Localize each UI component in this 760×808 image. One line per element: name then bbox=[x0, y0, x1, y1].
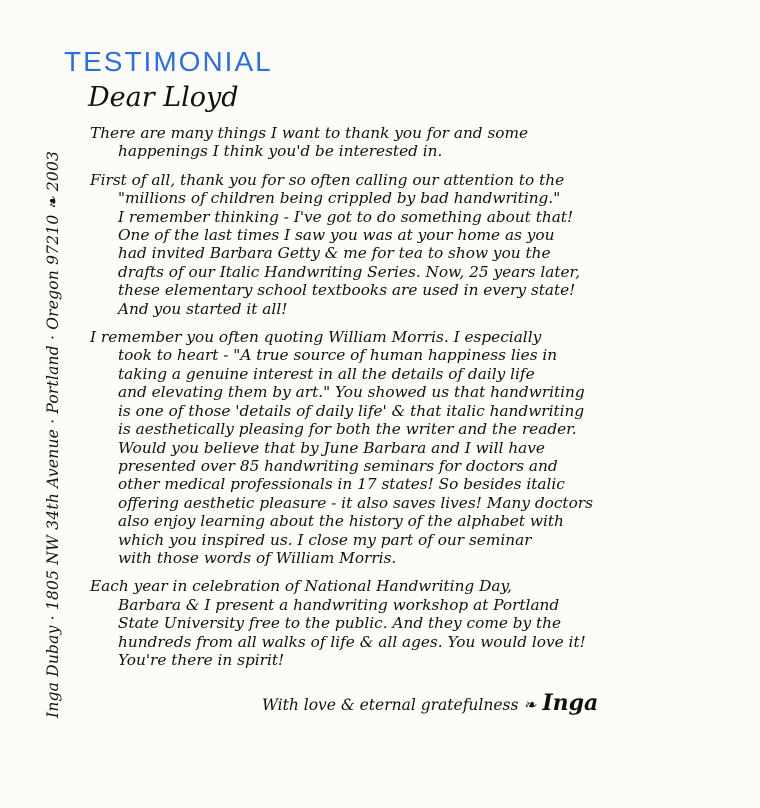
letter-line: is one of those 'details of daily life' & that italic handwriting bbox=[118, 401, 585, 420]
letter-line: with those words of William Morris. bbox=[118, 548, 397, 567]
letter-line: taking a genuine interest in all the details of daily life bbox=[118, 364, 535, 383]
letter-body bbox=[90, 124, 700, 679]
closing-text: With love & eternal gratefulness ❧ bbox=[262, 696, 537, 714]
letter-line: State University free to the public. And they come by the bbox=[118, 614, 562, 633]
paragraph bbox=[90, 577, 700, 669]
letter-line: is aesthetically pleasing for both the writer and the reader. bbox=[118, 420, 577, 439]
letter-line: which you inspired us. I close my part of our seminar bbox=[118, 530, 532, 549]
letter-line: I remember you often quoting William Morris. I especially bbox=[90, 328, 542, 347]
letter-line: Barbara & I present a handwriting workshop at Portland bbox=[118, 595, 560, 614]
letter-line: hundreds from all walks of life & all ages. You would love it! bbox=[118, 632, 586, 651]
closing-line bbox=[262, 690, 598, 716]
letter-line: Would you believe that by June Barbara and I will have bbox=[118, 438, 545, 457]
letter-line: One of the last times I saw you was at your home as you bbox=[118, 226, 555, 245]
letter-line: happenings I think you'd be interested in. bbox=[118, 142, 443, 161]
letter-line: I remember thinking - I've got to do something about that! bbox=[118, 207, 574, 226]
paragraph bbox=[90, 328, 700, 567]
letter-line: And you started it all! bbox=[118, 299, 288, 318]
letter-line: First of all, thank you for so often calling our attention to the bbox=[90, 170, 565, 189]
letter-line: took to heart - "A true source of human happiness lies in bbox=[118, 346, 558, 365]
letter-line: had invited Barbara Getty & me for tea to show you the bbox=[118, 244, 551, 263]
letter-line: presented over 85 handwriting seminars for doctors and bbox=[118, 456, 558, 475]
letter-line: offering aesthetic pleasure - it also saves lives! Many doctors bbox=[118, 493, 593, 512]
page-heading: TESTIMONIAL bbox=[64, 46, 273, 77]
letter-line: and elevating them by art." You showed us that handwriting bbox=[118, 383, 585, 402]
letter-line: these elementary school textbooks are used in every state! bbox=[118, 281, 576, 300]
letter-line: Each year in celebration of National Handwriting Day, bbox=[90, 577, 512, 596]
signature: Inga bbox=[542, 690, 599, 716]
letter-line: other medical professionals in 17 states! So besides italic bbox=[118, 475, 565, 494]
letter-line: "millions of children being crippled by bad handwriting." bbox=[118, 189, 561, 208]
salutation: Dear Lloyd bbox=[88, 82, 239, 113]
sidebar-address: Inga Dubay · 1805 NW 34th Avenue · Portland · Oregon 97210 ❧ 2003 bbox=[44, 150, 62, 718]
paragraph bbox=[90, 124, 700, 161]
letter-line: drafts of our Italic Handwriting Series. Now, 25 years later, bbox=[118, 262, 581, 281]
letter-line: also enjoy learning about the history of the alphabet with bbox=[118, 512, 564, 531]
letter-line: There are many things I want to thank you for and some bbox=[90, 124, 529, 142]
letter-line: You're there in spirit! bbox=[118, 650, 285, 669]
paragraph bbox=[90, 171, 700, 318]
